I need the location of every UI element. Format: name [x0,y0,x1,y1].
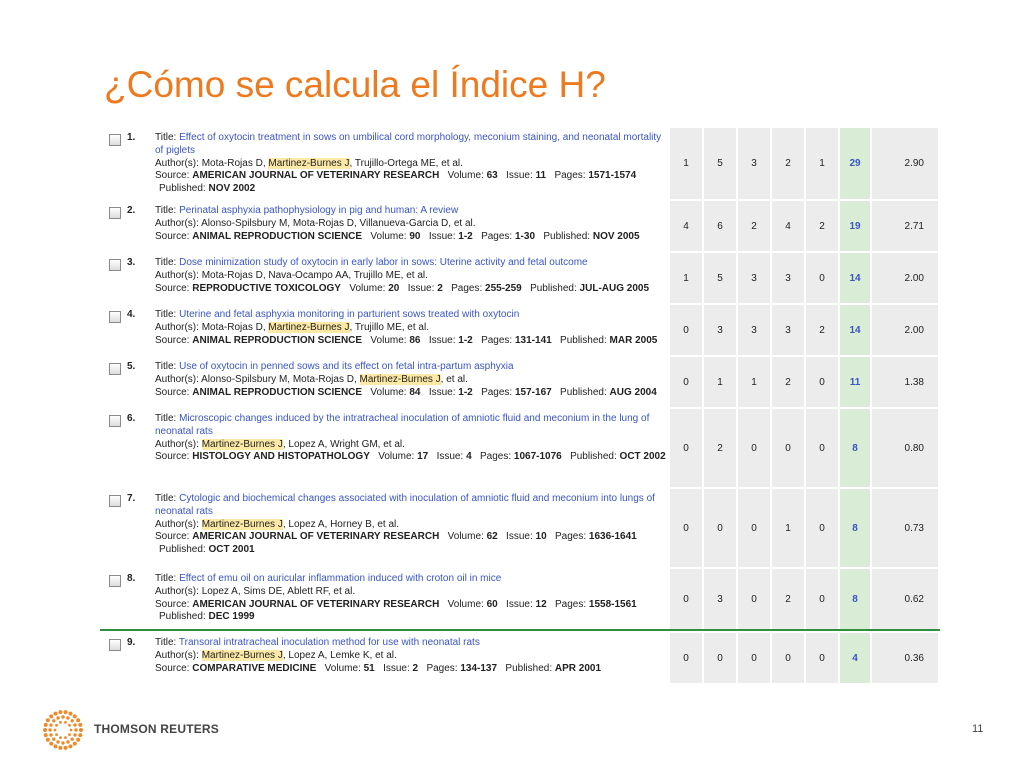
average-citations-per-year: 0.80 [872,409,938,487]
total-citations[interactable]: 8 [840,409,870,487]
year-citation-count: 0 [670,357,702,407]
journal-name: AMERICAN JOURNAL OF VETERINARY RESEARCH [192,598,440,610]
year-citation-count: 0 [738,633,770,683]
issue-label: Issue: [407,282,435,294]
record-authors-line [155,439,666,452]
thomson-reuters-logo-icon [42,709,84,751]
record-info [100,569,670,629]
year-citation-count: 0 [806,409,838,487]
authors-text: Lopez A, Sims DE, Ablett RF, et al. [201,585,356,597]
highlighted-author: Martinez-Burnes J [201,518,283,530]
record-title-link[interactable]: Use of oxytocin in penned sows and its effect on fetal intra-partum asphyxia [179,361,514,372]
volume-value: 51 [363,662,375,674]
record-info [100,305,670,355]
record-number: 4. [127,309,136,320]
record-title-line [155,413,666,439]
highlighted-author: Martinez-Burnes J [201,649,283,661]
table-row [100,305,940,357]
record-title-line [155,637,666,650]
journal-name: HISTOLOGY AND HISTOPATHOLOGY [192,451,370,463]
record-title-line [155,257,666,270]
published-date: OCT 2002 [619,451,666,463]
year-citation-count: 0 [738,409,770,487]
source-label: Source: [155,386,190,398]
issue-label: Issue: [428,334,456,346]
record-source-line [155,663,666,676]
citation-counts [670,305,938,355]
authors-text: Alonso-Spilsbury M, Mota-Rojas D, Villanueva-Garcia D, et al. [201,217,476,229]
published-date: JUL-AUG 2005 [579,282,650,294]
title-label: Title: [155,493,177,504]
select-record-checkbox[interactable] [109,311,121,323]
citation-counts [670,569,938,629]
published-label: Published: [530,282,577,294]
year-citation-count: 0 [670,305,702,355]
published-date: APR 2001 [554,662,602,674]
average-citations-per-year: 0.62 [872,569,938,629]
title-label: Title: [155,573,177,584]
record-number: 8. [127,573,136,584]
published-label: Published: [159,183,206,195]
highlighted-author: Martinez-Burnes J [359,373,441,385]
pages-value: 255-259 [485,282,522,294]
highlighted-author: Martinez-Burnes J [201,438,283,450]
record-source-line [155,451,666,464]
year-citation-count: 0 [704,633,736,683]
pages-label: Pages: [554,598,587,610]
table-row [100,409,940,489]
volume-label: Volume: [370,386,407,398]
published-label: Published: [159,611,206,623]
select-record-checkbox[interactable] [109,639,121,651]
total-citations[interactable]: 14 [840,253,870,303]
volume-value: 63 [486,170,498,182]
record-details [155,493,666,563]
journal-name: AMERICAN JOURNAL OF VETERINARY RESEARCH [192,531,440,543]
table-row [100,253,940,305]
year-citation-count: 0 [806,489,838,567]
title-label: Title: [155,309,177,320]
table-row [100,569,940,631]
record-title-line [155,493,666,519]
record-number: 9. [127,637,136,648]
published-date: NOV 2002 [208,183,256,195]
record-details [155,413,666,483]
select-record-checkbox[interactable] [109,575,121,587]
highlighted-author: Martinez-Burnes J [268,321,350,333]
record-authors-line [155,270,666,283]
issue-label: Issue: [428,386,456,398]
title-label: Title: [155,257,177,268]
record-number: 3. [127,257,136,268]
author-suffix: , Lopez A, Lemke K, et al. [282,649,397,661]
table-row [100,201,940,253]
volume-value: 84 [409,386,421,398]
record-published-line [155,544,666,557]
year-citation-count: 5 [704,253,736,303]
year-citation-count: 0 [738,489,770,567]
authors-label: Author(s): [155,373,199,385]
select-record-checkbox[interactable] [109,363,121,375]
pages-value: 157-167 [515,386,552,398]
pages-value: 1636-1641 [588,531,637,543]
total-citations[interactable]: 14 [840,305,870,355]
issue-value: 4 [466,451,472,463]
total-citations[interactable]: 8 [840,569,870,629]
slide-title: ¿Cómo se calcula el Índice H? [104,64,606,105]
year-citation-count: 1 [670,253,702,303]
record-details [155,132,666,195]
authors-label: Author(s): [155,518,199,530]
record-info [100,357,670,407]
average-citations-per-year: 2.00 [872,253,938,303]
published-date: OCT 2001 [208,544,255,556]
issue-value: 2 [412,662,419,674]
citation-counts [670,253,938,303]
year-citation-count: 0 [806,253,838,303]
journal-name: COMPARATIVE MEDICINE [192,662,317,674]
citation-counts [670,409,938,487]
title-label: Title: [155,132,177,143]
record-info [100,633,670,683]
year-citation-count: 6 [704,201,736,251]
published-label: Published: [543,230,591,242]
issue-label: Issue: [383,662,410,674]
citation-report-table [100,128,940,685]
volume-value: 90 [409,230,421,242]
year-citation-count: 2 [738,201,770,251]
select-record-checkbox[interactable] [109,259,121,271]
published-date: AUG 2004 [609,386,657,398]
author-suffix: , et al. [440,373,468,385]
record-details [155,637,666,679]
average-citations-per-year: 2.90 [872,128,938,199]
total-citations[interactable]: 19 [840,201,870,251]
volume-value: 86 [409,334,421,346]
average-citations-per-year: 0.73 [872,489,938,567]
author-suffix: , Trujillo-Ortega ME, et al. [349,157,463,169]
issue-value: 1-2 [458,334,473,346]
issue-value: 1-2 [458,230,473,242]
record-title-link[interactable]: Uterine and fetal asphyxia monitoring in parturient sows treated with oxytocin [179,309,520,320]
title-label: Title: [155,361,177,372]
record-title-line [155,205,666,218]
record-details [155,573,666,625]
source-label: Source: [155,662,190,674]
journal-name: ANIMAL REPRODUCTION SCIENCE [192,230,363,242]
year-citation-count: 0 [806,633,838,683]
table-row [100,489,940,569]
table-row [100,633,940,685]
source-label: Source: [155,334,190,346]
record-authors-line [155,650,666,663]
issue-label: Issue: [506,598,533,610]
table-row [100,128,940,201]
issue-label: Issue: [436,451,464,463]
published-label: Published: [505,662,553,674]
pages-value: 134-137 [460,662,498,674]
select-record-checkbox[interactable] [109,134,121,146]
pages-label: Pages: [426,662,458,674]
year-citation-count: 1 [738,357,770,407]
record-number: 7. [127,493,136,504]
authors-label: Author(s): [155,585,199,597]
record-info [100,409,670,487]
year-citation-count: 5 [704,128,736,199]
brand-name: THOMSON REUTERS [94,722,220,736]
volume-value: 20 [388,282,400,294]
authors-label: Author(s): [155,269,199,281]
year-citation-count: 1 [806,128,838,199]
record-title-link[interactable]: Cytologic and biochemical changes associated with inoculation of amniotic fluid and meconium into lungs of neonatal rats [155,493,655,517]
pages-label: Pages: [479,451,512,463]
pages-label: Pages: [481,334,513,346]
year-citation-count: 0 [806,357,838,407]
year-citation-count: 2 [772,128,804,199]
select-record-checkbox[interactable] [109,207,121,219]
record-title-line [155,132,666,158]
year-citation-count: 0 [670,633,702,683]
year-citation-count: 0 [772,409,804,487]
journal-name: AMERICAN JOURNAL OF VETERINARY RESEARCH [192,170,440,182]
volume-label: Volume: [447,598,484,610]
record-details [155,257,666,299]
authors-label: Author(s): [155,157,199,169]
year-citation-count: 2 [806,305,838,355]
record-published-line [155,183,666,196]
year-citation-count: 0 [806,569,838,629]
record-title-line [155,309,666,322]
year-citation-count: 3 [738,305,770,355]
pages-label: Pages: [481,386,513,398]
pages-label: Pages: [554,531,587,543]
year-citation-count: 0 [704,489,736,567]
volume-label: Volume: [447,170,484,182]
record-title-link[interactable]: Effect of oxytocin treatment in sows on umbilical cord morphology, meconium staining, and neonatal mortality of piglets [155,132,662,156]
select-record-checkbox[interactable] [109,415,121,427]
record-details [155,309,666,351]
total-citations[interactable]: 29 [840,128,870,199]
published-label: Published: [560,386,607,398]
record-info [100,201,670,251]
year-citation-count: 4 [670,201,702,251]
pages-value: 1067-1076 [513,451,562,463]
volume-label: Volume: [447,531,484,543]
year-citation-count: 3 [704,305,736,355]
issue-value: 2 [437,282,443,294]
pages-label: Pages: [554,170,586,182]
citation-counts [670,633,938,683]
record-authors-line [155,158,666,171]
record-details [155,361,666,403]
source-label: Source: [155,230,190,242]
record-source-line [155,170,666,183]
record-title-link[interactable]: Dose minimization study of oxytocin in early labor in sows: Uterine activity and fetal outcome [179,257,588,268]
record-number: 6. [127,413,136,424]
record-source-line [155,599,666,612]
year-citation-count: 2 [772,357,804,407]
source-label: Source: [155,598,190,610]
year-citation-count: 3 [738,253,770,303]
source-label: Source: [155,451,190,463]
title-label: Title: [155,205,177,216]
average-citations-per-year: 1.38 [872,357,938,407]
total-citations[interactable]: 8 [840,489,870,567]
author-prefix: Mota-Rojas D, [201,157,269,169]
table-row [100,357,940,409]
year-citation-count: 0 [772,633,804,683]
pages-label: Pages: [481,230,513,242]
published-label: Published: [560,334,607,346]
volume-label: Volume: [378,451,415,463]
authors-label: Author(s): [155,321,199,333]
issue-label: Issue: [506,170,533,182]
issue-value: 10 [535,531,547,543]
volume-label: Volume: [370,334,407,346]
total-citations[interactable]: 4 [840,633,870,683]
volume-value: 60 [486,598,498,610]
citation-counts [670,128,938,199]
year-citation-count: 4 [772,201,804,251]
highlighted-author: Martinez-Burnes J [268,157,350,169]
author-suffix: , Lopez A, Horney B, et al. [282,518,400,530]
record-authors-line [155,586,666,599]
record-authors-line [155,322,666,335]
record-info [100,128,670,199]
journal-name: ANIMAL REPRODUCTION SCIENCE [192,334,363,346]
volume-label: Volume: [324,662,361,674]
record-title-link[interactable]: Transoral intratracheal inoculation method for use with neonatal rats [178,637,480,648]
issue-label: Issue: [428,230,456,242]
journal-name: REPRODUCTIVE TOXICOLOGY [192,282,341,294]
author-prefix: Mota-Rojas D, [201,321,269,333]
published-date: MAR 2005 [609,334,658,346]
year-citation-count: 0 [670,409,702,487]
issue-value: 1-2 [458,386,473,398]
issue-value: 12 [535,598,547,610]
issue-label: Issue: [506,531,533,543]
record-title-link[interactable]: Effect of emu oil on auricular inflammation induced with croton oil in mice [179,573,502,584]
author-suffix: , Trujillo ME, et al. [349,321,429,333]
citation-counts [670,489,938,567]
title-label: Title: [155,637,177,648]
published-label: Published: [159,544,206,556]
year-citation-count: 1 [772,489,804,567]
record-authors-line [155,374,666,387]
pages-label: Pages: [451,282,483,294]
record-title-line [155,573,666,586]
year-citation-count: 3 [738,128,770,199]
record-published-line [155,611,666,624]
record-source-line [155,335,666,348]
issue-value: 11 [535,170,547,182]
authors-label: Author(s): [155,649,199,661]
record-authors-line [155,519,666,532]
citation-counts [670,201,938,251]
year-citation-count: 3 [772,253,804,303]
record-title-line [155,361,666,374]
record-details [155,205,666,247]
record-source-line [155,231,666,244]
authors-text: Mota-Rojas D, Nava-Ocampo AA, Trujillo ME, et al. [201,269,428,281]
pages-value: 1571-1574 [588,170,637,182]
average-citations-per-year: 2.71 [872,201,938,251]
volume-label: Volume: [370,230,407,242]
record-authors-line [155,218,666,231]
year-citation-count: 0 [670,569,702,629]
record-number: 2. [127,205,136,216]
select-record-checkbox[interactable] [109,495,121,507]
record-number: 5. [127,361,136,372]
page-number: 11 [972,723,984,735]
year-citation-count: 0 [738,569,770,629]
year-citation-count: 1 [704,357,736,407]
year-citation-count: 2 [806,201,838,251]
pages-value: 1-30 [515,230,536,242]
volume-value: 62 [486,531,498,543]
year-citation-count: 3 [704,569,736,629]
pages-value: 131-141 [515,334,552,346]
source-label: Source: [155,170,190,182]
average-citations-per-year: 0.36 [872,633,938,683]
record-info [100,489,670,567]
source-label: Source: [155,531,190,543]
total-citations[interactable]: 11 [840,357,870,407]
volume-label: Volume: [349,282,386,294]
year-citation-count: 1 [670,128,702,199]
year-citation-count: 2 [704,409,736,487]
record-title-link[interactable]: Perinatal asphyxia pathophysiology in pig and human: A review [179,205,459,216]
authors-label: Author(s): [155,438,199,450]
author-suffix: , Lopez A, Wright GM, et al. [282,438,405,450]
source-label: Source: [155,282,190,294]
citation-counts [670,357,938,407]
record-info [100,253,670,303]
average-citations-per-year: 2.00 [872,305,938,355]
published-date: DEC 1999 [208,611,255,623]
record-source-line [155,531,666,544]
pages-value: 1558-1561 [588,598,637,610]
year-citation-count: 0 [670,489,702,567]
record-number: 1. [127,132,136,143]
published-date: NOV 2005 [592,230,640,242]
record-source-line [155,283,666,296]
authors-label: Author(s): [155,217,199,229]
record-title-link[interactable]: Microscopic changes induced by the intratracheal inoculation of amniotic fluid and meconium in the lung of neonatal rats [155,413,650,437]
record-source-line [155,387,666,400]
volume-value: 17 [417,451,429,463]
year-citation-count: 3 [772,305,804,355]
year-citation-count: 2 [772,569,804,629]
title-label: Title: [155,413,177,424]
journal-name: ANIMAL REPRODUCTION SCIENCE [192,386,363,398]
author-prefix: Alonso-Spilsbury M, Mota-Rojas D, [201,373,360,385]
published-label: Published: [570,451,617,463]
